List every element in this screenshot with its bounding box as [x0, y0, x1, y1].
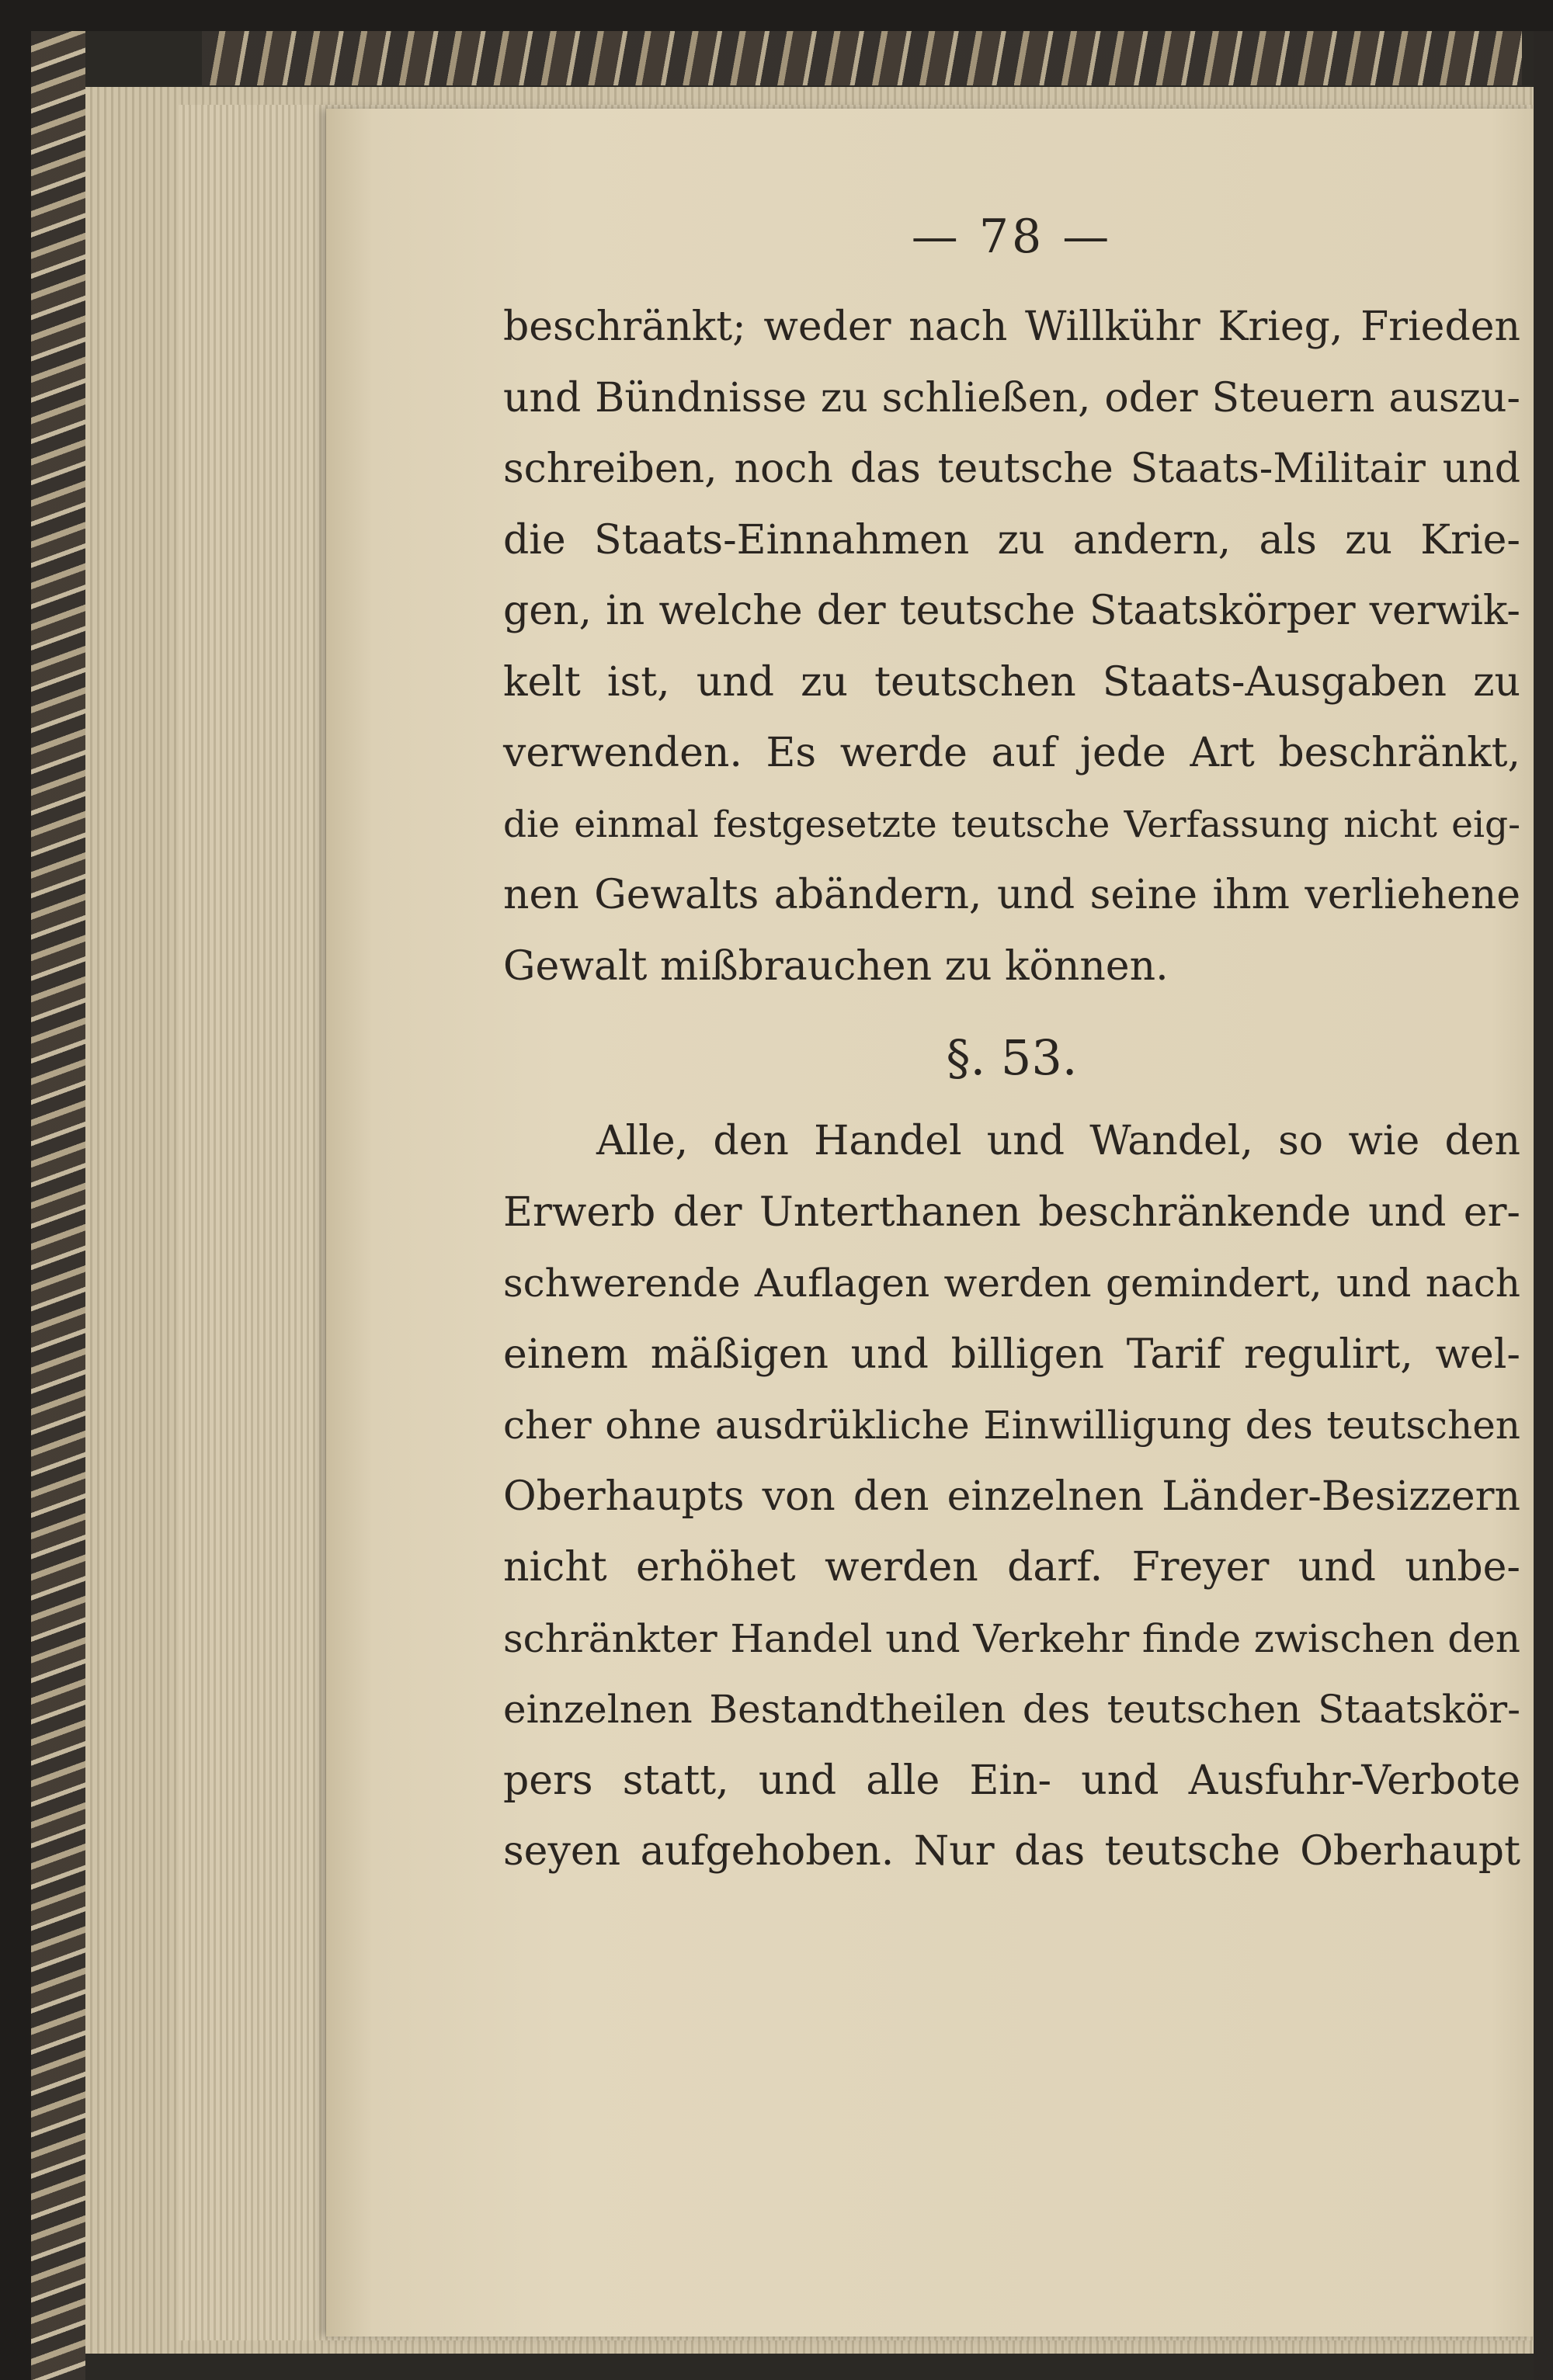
text-line: Gewalt mißbrauchen zu können. — [503, 942, 1169, 990]
marbled-edge-left — [31, 31, 85, 2380]
page-text — [503, 210, 1520, 1888]
text-line: und Bündnisse zu schließen, oder Steuern auszu- — [503, 374, 1520, 422]
text-line: schwerende Auflagen werden gemindert, und nach — [503, 1261, 1520, 1306]
text-line: schränkter Handel und Verkehr finde zwischen den — [503, 1615, 1520, 1661]
book-right-edge — [1534, 31, 1553, 2380]
text-line: gen, in welche der teutsche Staatskörper verwik- — [503, 588, 1520, 634]
paragraph-1 — [503, 292, 1520, 1002]
text-line: nen Gewalts abändern, und seine ihm verliehene — [503, 872, 1520, 918]
text-line: Erwerb der Unterthanen beschränkende und er- — [503, 1188, 1520, 1236]
text-line: Oberhaupts von den einzelnen Länder-Besizzern — [503, 1473, 1520, 1520]
text-line: einem mäßigen und billigen Tarif regulirt, wel- — [503, 1331, 1520, 1378]
paragraph-2 — [503, 1106, 1520, 1888]
text-line: nicht erhöhet werden darf. Freyer und unbe- — [503, 1544, 1520, 1591]
text-line: verwenden. Es werde auf jede Art beschränkt, — [503, 730, 1520, 776]
marbled-edge-top — [202, 31, 1522, 85]
section-heading: §. 53. — [946, 1029, 1078, 1086]
text-line: cher ohne ausdrükliche Einwilligung des teutschen — [503, 1403, 1520, 1448]
text-line: die Staats-Einnahmen zu andern, als zu Krie- — [503, 516, 1520, 564]
text-line: beschränkt; weder nach Willkühr Krieg, Frieden — [503, 304, 1520, 350]
text-line: einzelnen Bestandtheilen des teutschen Staatskör- — [503, 1687, 1520, 1732]
text-line: pers statt, und alle Ein- und Ausfuhr-Verbote — [503, 1757, 1520, 1804]
text-line: schreiben, noch das teutsche Staats-Militair und — [503, 446, 1520, 492]
page-number: — 78 — — [911, 210, 1113, 264]
text-line: die einmal festgesetzte teutsche Verfassung nicht eig- — [503, 803, 1520, 846]
text-line: seyen aufgehoben. Nur das teutsche Oberhaupt — [503, 1828, 1520, 1875]
text-line: kelt ist, und zu teutschen Staats-Ausgaben zu — [503, 658, 1520, 706]
text-line: Alle, den Handel und Wandel, so wie den — [596, 1118, 1520, 1164]
